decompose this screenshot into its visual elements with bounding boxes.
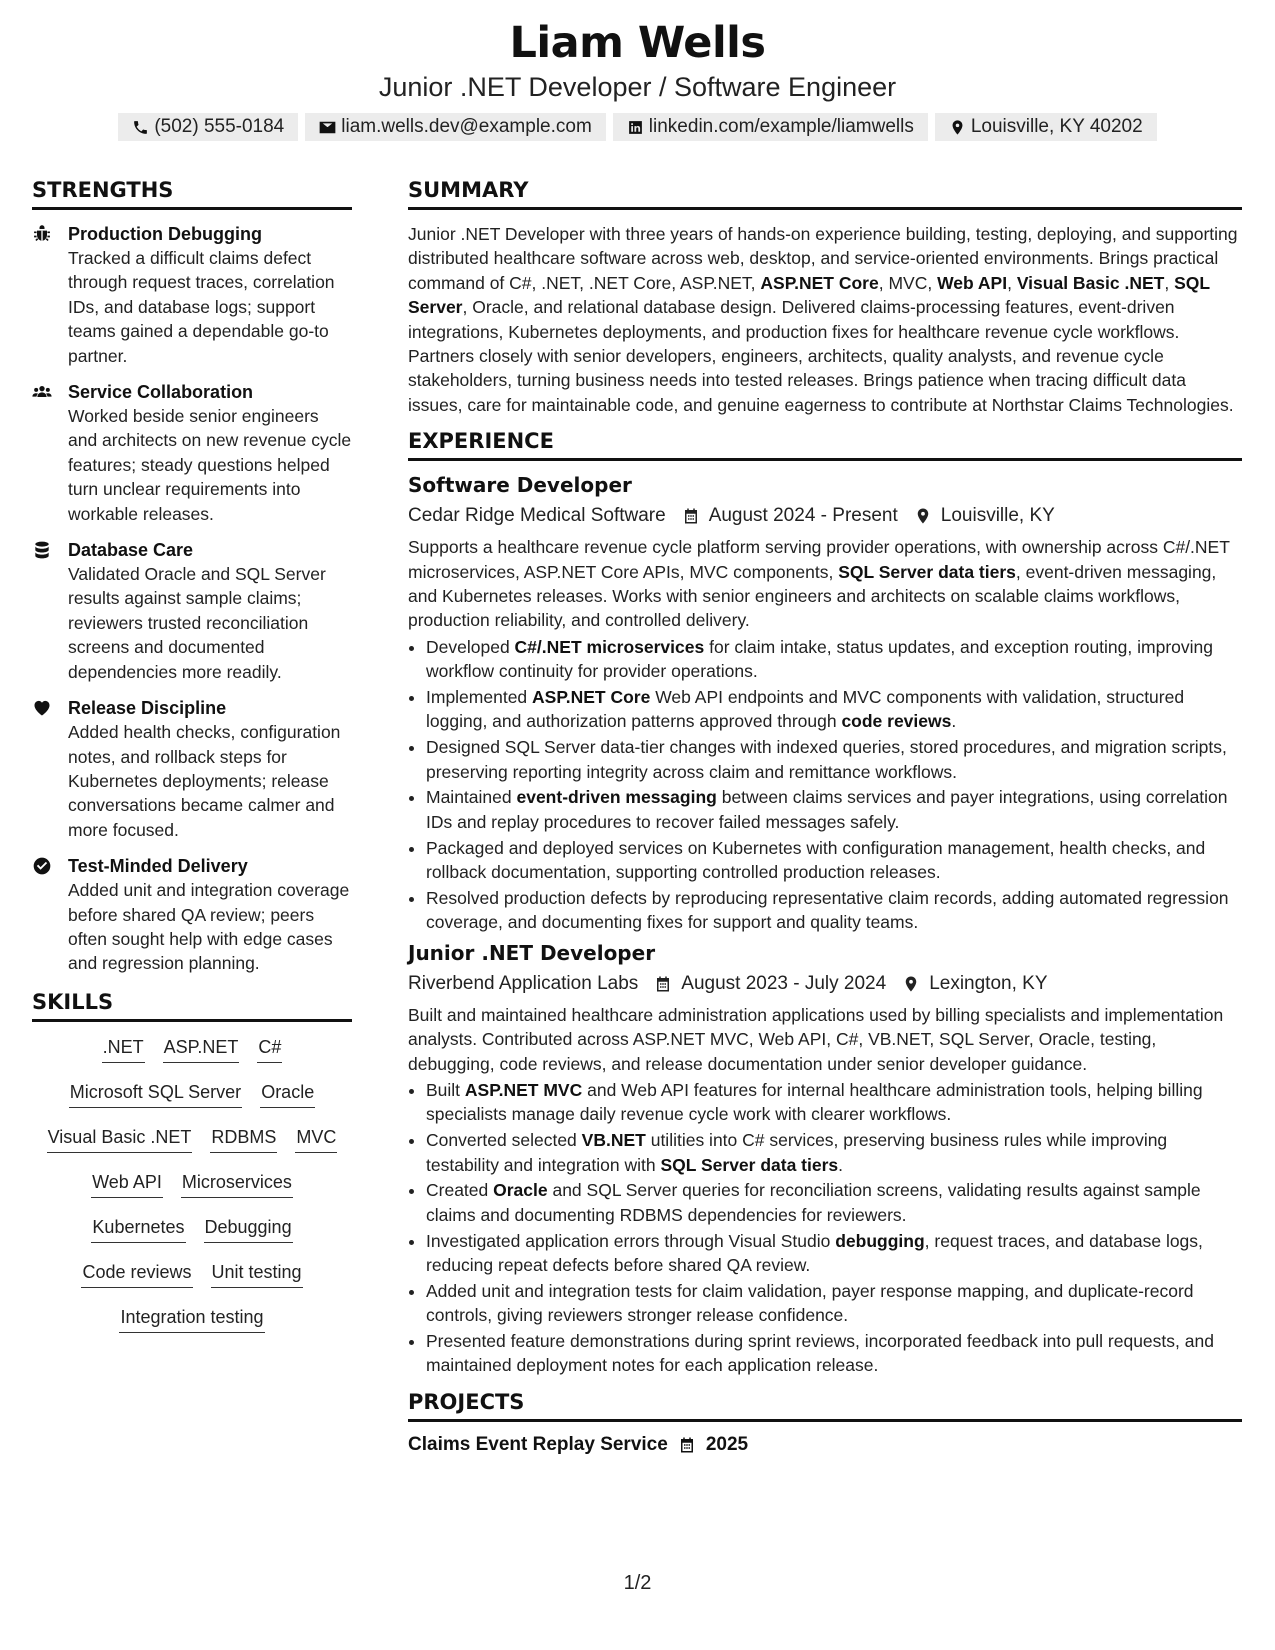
bullet-item: • Added unit and integration tests for claim validation, payer response mapping, and duplicate-record controls, giving reviewers stronger release confidence. xyxy=(426,1279,1242,1328)
job-meta xyxy=(408,973,1242,995)
bullet-item: • Built ASP.NET MVC and Web API features for internal healthcare administration tools, helping billing specialists manage daily revenue cycle work with clearer workflows. xyxy=(426,1078,1242,1127)
skill-row xyxy=(32,1079,352,1124)
strength-item xyxy=(32,696,352,842)
strength-item xyxy=(32,854,352,976)
strength-item xyxy=(32,222,352,368)
strength-title: Database Care xyxy=(68,540,194,561)
job-entry xyxy=(408,941,1242,1378)
linkedin-icon xyxy=(627,119,644,136)
location-icon xyxy=(949,119,966,136)
users-icon xyxy=(32,382,52,402)
skill-tag: Unit testing xyxy=(211,1259,303,1288)
bullet-item: • Resolved production defects by reproducing representative claim records, adding automated regression coverage, and documenting fixes for support and quality teams. xyxy=(426,886,1242,935)
strength-item xyxy=(32,380,352,526)
job-intro: Supports a healthcare revenue cycle platform serving provider operations, with ownership across C#/.NET microservices, ASP.NET Core APIs, MVC components, SQL Server data tiers, event-driven messaging, and Kubernetes releases. Works with senior engineers and architects on scalable claims workflows, production reliability, and controlled delivery. xyxy=(408,537,1230,631)
strength-desc: Validated Oracle and SQL Server results against sample claims; reviewers trusted reconciliation screens and documented dependencies more readily. xyxy=(68,564,326,682)
right-column xyxy=(408,178,1242,1456)
contact-bar xyxy=(0,113,1275,141)
contact-linkedin-text: linkedin.com/example/liamwells xyxy=(648,116,914,137)
strength-title: Service Collaboration xyxy=(68,382,254,403)
job-dates: August 2024 - Present xyxy=(708,505,898,527)
skill-tag: Debugging xyxy=(204,1214,293,1243)
skill-tag: Microservices xyxy=(181,1169,293,1198)
location-icon xyxy=(902,975,920,993)
job-bullets xyxy=(408,1078,1242,1378)
experience-heading: EXPERIENCE xyxy=(408,429,1242,461)
bullet-item: • Implemented ASP.NET Core Web API endpoints and MVC components with validation, structured logging, and authorization patterns approved through code reviews. xyxy=(426,685,1242,734)
calendar-icon xyxy=(678,1436,696,1454)
skill-tag: .NET xyxy=(102,1034,145,1063)
bullet-item: • Presented feature demonstrations during sprint reviews, incorporated feedback into pull requests, and maintained deployment notes for each application release. xyxy=(426,1329,1242,1378)
strength-title: Test-Minded Delivery xyxy=(68,856,248,877)
location-icon xyxy=(914,507,932,525)
envelope-icon xyxy=(319,119,336,136)
contact-email-text: liam.wells.dev@example.com xyxy=(341,116,592,137)
skill-tag: ASP.NET xyxy=(163,1034,240,1063)
contact-location xyxy=(935,113,1157,141)
job-meta xyxy=(408,505,1242,527)
bullet-item: • Converted selected VB.NET utilities into C# services, preserving business rules while improving testability and integration with SQL Server data tiers. xyxy=(426,1128,1242,1177)
strength-desc: Added health checks, configuration notes, and rollback steps for Kubernetes deployments; release conversations became calmer and more focused. xyxy=(68,722,341,840)
skills-heading: SKILLS xyxy=(32,990,352,1022)
heart-icon xyxy=(32,698,52,718)
skill-row xyxy=(32,1259,352,1304)
job-bullets xyxy=(408,635,1242,935)
skill-row xyxy=(32,1034,352,1079)
skill-row xyxy=(32,1124,352,1169)
contact-phone-text: (502) 555-0184 xyxy=(154,116,285,137)
skill-row xyxy=(32,1214,352,1259)
phone-icon xyxy=(132,119,149,136)
skill-tag: Web API xyxy=(91,1169,163,1198)
job-entry xyxy=(408,473,1242,934)
skill-tag: C# xyxy=(257,1034,282,1063)
bullet-item: • Developed C#/.NET microservices for claim intake, status updates, and exception routing, improving workflow continuity for provider operations. xyxy=(426,635,1242,684)
contact-email[interactable] xyxy=(305,113,606,141)
bug-icon xyxy=(32,224,52,244)
strength-title: Production Debugging xyxy=(68,224,262,244)
job-company: Cedar Ridge Medical Software xyxy=(408,505,666,527)
candidate-subtitle: Junior .NET Developer / Software Engineer xyxy=(378,72,897,102)
contact-linkedin[interactable] xyxy=(613,113,928,141)
project-year: 2025 xyxy=(705,1433,749,1455)
skill-tag: MVC xyxy=(295,1124,337,1153)
bullet-item: • Designed SQL Server data-tier changes with indexed queries, stored procedures, and migration scripts, preserving reporting integrity across claim and remittance workflows. xyxy=(426,735,1242,784)
skill-tag: Microsoft SQL Server xyxy=(69,1079,242,1108)
strengths-heading: STRENGTHS xyxy=(32,178,352,210)
strength-desc: Tracked a difficult claims defect through request traces, correlation IDs, and database logs; support teams gained a dependable go-to partner. xyxy=(68,248,335,366)
strength-title: Release Discipline xyxy=(68,698,227,719)
job-title: Software Developer xyxy=(408,473,632,498)
bullet-item: • Packaged and deployed services on Kubernetes with configuration management, health checks, and rollback documentation, supporting controlled production releases. xyxy=(426,836,1242,885)
skill-row xyxy=(32,1304,352,1349)
job-dates: August 2023 - July 2024 xyxy=(681,972,887,994)
projects-heading: PROJECTS xyxy=(408,1390,1242,1422)
strength-desc: Added unit and integration coverage before shared QA review; peers often sought help with edge cases and regression planning. xyxy=(68,880,350,974)
job-intro: Built and maintained healthcare administration applications used by billing specialists and implementation analysts. Contributed across ASP.NET MVC, Web API, C#, VB.NET, SQL Server, Oracle, testing, debugging, code reviews, and release documentation under senior developer guidance. xyxy=(408,1004,1224,1074)
contact-location-text: Louisville, KY 40202 xyxy=(970,116,1143,137)
bullet-item: • Investigated application errors through Visual Studio debugging, request traces, and database logs, reducing repeat defects before shared QA review. xyxy=(426,1229,1242,1278)
skill-tag: Visual Basic .NET xyxy=(47,1124,193,1153)
bullet-item: • Maintained event-driven messaging between claims services and payer integrations, using correlation IDs and replay procedures to recover failed messages safely. xyxy=(426,785,1242,834)
project-title: Claims Event Replay Service xyxy=(408,1433,668,1455)
summary-heading: SUMMARY xyxy=(408,178,1242,210)
job-location: Louisville, KY xyxy=(940,505,1055,527)
database-icon xyxy=(32,540,52,560)
skill-tag: Integration testing xyxy=(119,1304,264,1333)
contact-phone[interactable] xyxy=(118,113,298,141)
skill-row xyxy=(32,1169,352,1214)
page-number: 1/2 xyxy=(623,1572,652,1594)
strength-desc: Worked beside senior engineers and architects on new revenue cycle features; steady questions helped turn unclear requirements into workable releases. xyxy=(68,406,352,524)
skill-tag: Code reviews xyxy=(81,1259,192,1288)
calendar-icon xyxy=(682,507,700,525)
skill-tag: Kubernetes xyxy=(91,1214,185,1243)
bullet-item: • Created Oracle and SQL Server queries for reconciliation screens, validating results against sample claims and documenting RDBMS dependencies for reviewers. xyxy=(426,1178,1242,1227)
skill-tag: Oracle xyxy=(260,1079,315,1108)
skills-list xyxy=(32,1034,352,1349)
summary-text: Junior .NET Developer with three years of hands-on experience building, testing, deploying, and supporting distributed healthcare software across web, desktop, and service-oriented environments. Brings practical command of C#, .NET, .NET Core, ASP.NET, ASP.NET Core, MVC, Web API, Visual Basic .NET, SQL Server, Oracle, and relational database design. Delivered claims-processing features, event-driven integrations, Kubernetes deployments, and production fixes for healthcare revenue cycle workflows. Partners closely with senior developers, engineers, architects, quality analysts, and revenue cycle stakeholders, turning business needs into tested releases. Brings patience when tracing difficult data issues, care for maintainable code, and genuine eagerness to contribute at Northstar Claims Technologies. xyxy=(408,224,1238,415)
candidate-name: Liam Wells xyxy=(509,18,766,68)
job-location: Lexington, KY xyxy=(929,972,1048,994)
calendar-icon xyxy=(654,975,672,993)
check-circle-icon xyxy=(32,856,52,876)
project-entry xyxy=(408,1434,1242,1456)
skill-tag: RDBMS xyxy=(210,1124,277,1153)
strength-item xyxy=(32,538,352,684)
job-title: Junior .NET Developer xyxy=(408,940,656,965)
job-company: Riverbend Application Labs xyxy=(408,972,639,994)
left-column xyxy=(32,178,352,1349)
